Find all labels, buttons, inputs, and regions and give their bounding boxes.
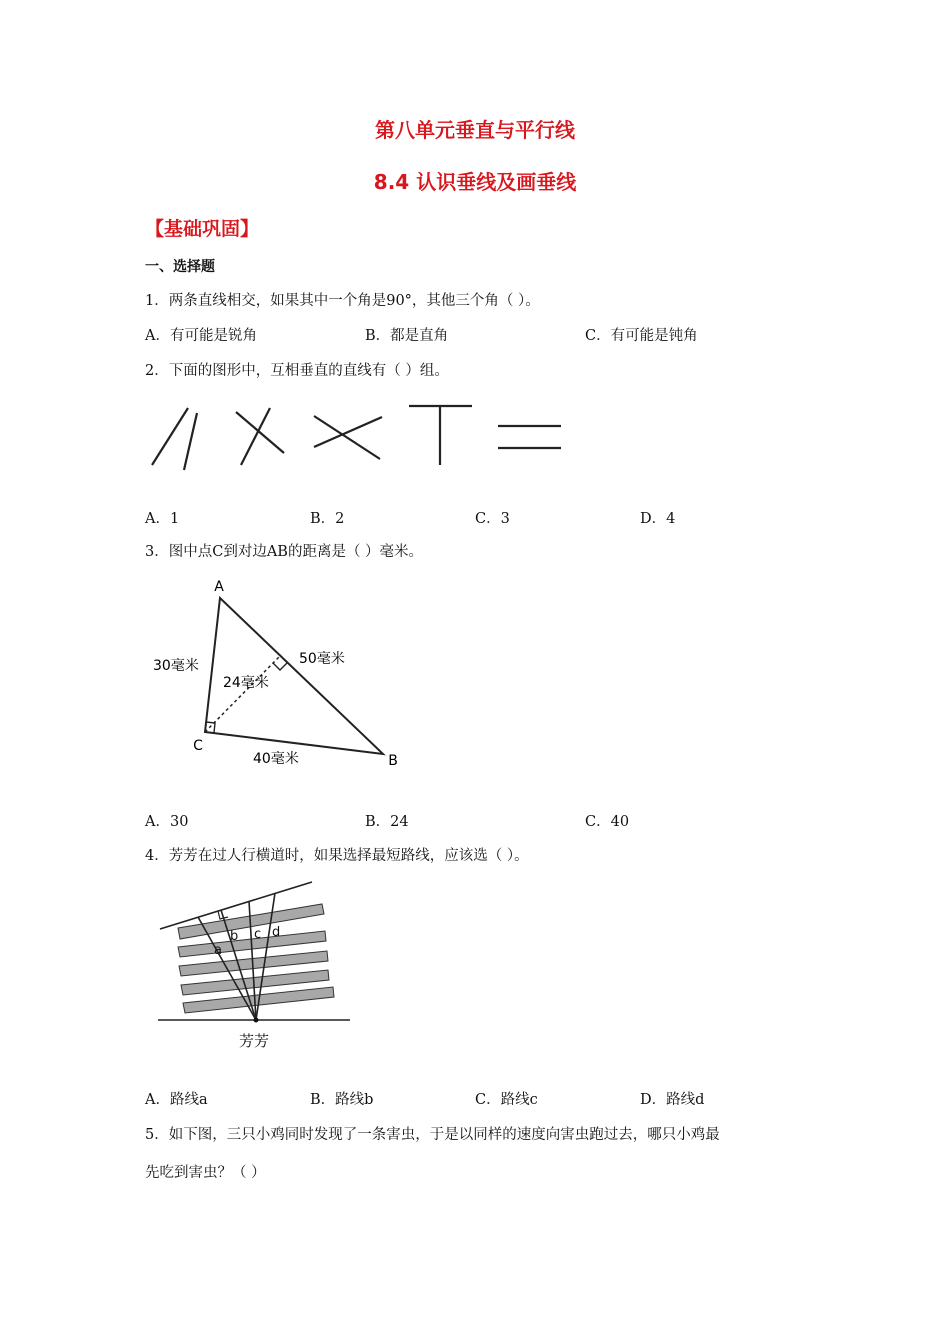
unit-title: 第八单元垂直与平行线 bbox=[375, 118, 575, 142]
pair-x-cross bbox=[314, 416, 382, 459]
question-5-text-line1: 5．如下图，三只小鸡同时发现了一条害虫，于是以同样的速度向害虫跑过去，哪只小鸡最 bbox=[145, 1127, 720, 1143]
question-1-option-a[interactable]: A．有可能是锐角 bbox=[145, 328, 257, 344]
line-pairs-figure bbox=[140, 398, 580, 478]
start-point bbox=[254, 1018, 259, 1023]
person-label: 芳芳 bbox=[238, 1032, 270, 1050]
crosswalk-stripes bbox=[178, 904, 334, 1013]
section-label: 【基础巩固】 bbox=[145, 218, 260, 240]
question-4-text: 4．芳芳在过人行横道时，如果选择最短路线，应该选（ ）。 bbox=[145, 848, 529, 864]
question-4-option-a[interactable]: A．路线a bbox=[145, 1092, 208, 1108]
vertex-a-label: A bbox=[214, 579, 224, 595]
route-a-label: a bbox=[214, 943, 222, 958]
lesson-title: 8.4 认识垂线及画垂线 bbox=[373, 170, 577, 194]
question-1-option-c[interactable]: C．有可能是钝角 bbox=[585, 328, 698, 344]
question-2-option-c[interactable]: C．3 bbox=[475, 511, 510, 527]
right-angle-mark-d bbox=[273, 662, 288, 670]
pair-oblique-cross bbox=[236, 408, 284, 465]
question-1-option-b[interactable]: B．都是直角 bbox=[365, 328, 449, 344]
question-3-text: 3．图中点C到对边AB的距离是（ ）毫米。 bbox=[145, 544, 424, 560]
side-ac-label: 30毫米 bbox=[153, 658, 199, 674]
height-cd bbox=[205, 655, 281, 732]
vertex-c-label: C bbox=[193, 738, 203, 754]
question-3-option-c[interactable]: C．40 bbox=[585, 814, 630, 830]
question-4-option-d[interactable]: D．路线d bbox=[640, 1092, 705, 1108]
question-2-option-a[interactable]: A．1 bbox=[145, 511, 180, 527]
question-2-text: 2．下面的图形中，互相垂直的直线有（ ）组。 bbox=[145, 363, 449, 379]
pair-perpendicular-t bbox=[409, 406, 472, 465]
side-cb-label: 40毫米 bbox=[253, 751, 299, 767]
height-label: 24毫米 bbox=[223, 675, 269, 691]
question-4-option-b[interactable]: B．路线b bbox=[310, 1092, 374, 1108]
route-d-label: d bbox=[272, 925, 281, 940]
route-c-label: c bbox=[254, 927, 262, 942]
question-3-option-a[interactable]: A．30 bbox=[145, 814, 189, 830]
question-2-option-d[interactable]: D．4 bbox=[640, 511, 676, 527]
question-4-option-c[interactable]: C．路线c bbox=[475, 1092, 538, 1108]
question-1-text: 1．两条直线相交，如果其中一个角是90°，其他三个角（ ）。 bbox=[145, 293, 540, 309]
crosswalk-figure bbox=[150, 876, 360, 1056]
vertex-b-label: B bbox=[388, 753, 398, 769]
pair-parallel-lines bbox=[498, 426, 561, 448]
question-3-option-b[interactable]: B．24 bbox=[365, 814, 409, 830]
side-ab-label: 50毫米 bbox=[299, 651, 345, 667]
part-heading: 一、选择题 bbox=[145, 259, 215, 275]
route-b-label: b bbox=[230, 929, 239, 944]
triangle-figure bbox=[145, 572, 415, 772]
pair-slanted-lines bbox=[152, 408, 197, 470]
question-2-option-b[interactable]: B．2 bbox=[310, 511, 345, 527]
question-5-text-line2: 先吃到害虫？（ ） bbox=[145, 1165, 266, 1181]
